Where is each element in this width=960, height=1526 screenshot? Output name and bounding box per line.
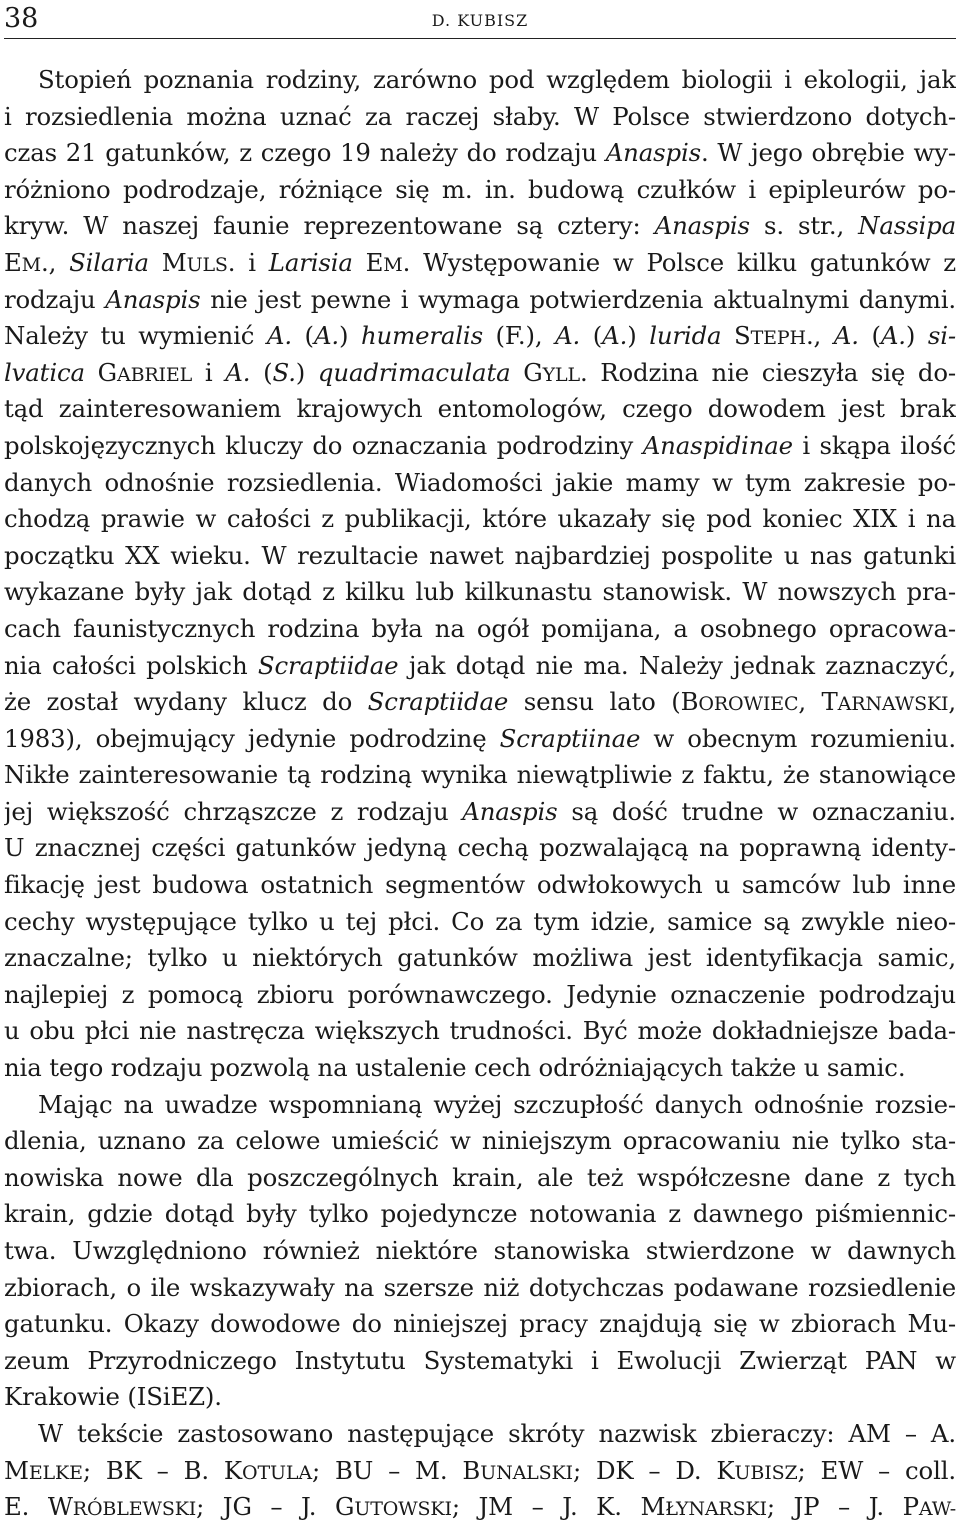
small-caps-text: AW-	[918, 1498, 956, 1521]
text-run: (F.),	[482, 321, 556, 351]
small-caps-text: YLL	[542, 363, 580, 386]
text-run: Należy tu wymienić	[4, 321, 267, 351]
text-line	[4, 904, 956, 941]
italic-text: S.	[272, 357, 296, 387]
text-line	[4, 318, 956, 355]
text-line	[4, 1270, 956, 1307]
small-caps-text: RÓBLEWSKI	[72, 1498, 197, 1521]
text-run: różniono podrodzaje, różniące się m. in. budową czułków i epipleurów po-	[4, 174, 956, 204]
text-run: ; BU – M. B	[311, 1455, 481, 1485]
italic-text: A.	[602, 321, 628, 351]
text-run: G	[84, 357, 117, 387]
text-run: krain, gdzie dotąd były tylko pojedyncze notowania z dawnego piśmiennic-	[4, 1199, 956, 1229]
italic-text: Anaspis	[605, 138, 701, 168]
text-line	[4, 867, 956, 904]
text-run: s. str.,	[749, 211, 859, 241]
text-run: W tekście zastosowano następujące skróty nazwisk zbieraczy: AM – A.	[38, 1418, 956, 1448]
italic-text: A.	[313, 321, 340, 351]
text-line	[4, 1343, 956, 1380]
text-line	[4, 428, 956, 465]
text-line	[4, 391, 956, 428]
italic-text: quadrimaculata	[317, 357, 511, 387]
text-line	[4, 574, 956, 611]
text-run: , T	[798, 687, 838, 717]
text-run: (	[250, 357, 273, 387]
text-run: są dość trudne w oznaczaniu.	[557, 796, 956, 826]
text-run: (	[858, 321, 881, 351]
text-run: danych odnośnie rozsiedlenia. Wiadomości jakie mamy w tym zakresie po-	[4, 467, 956, 497]
italic-text: A.	[225, 357, 251, 387]
text-line	[4, 648, 956, 685]
italic-text: A.	[266, 321, 292, 351]
text-run: E	[4, 247, 22, 277]
italic-text: A.	[555, 321, 581, 351]
body-text	[4, 62, 956, 1526]
small-caps-text: ŁYNARSKI	[665, 1498, 767, 1521]
text-line	[4, 940, 956, 977]
text-run: . W jego obrębie wy-	[700, 138, 956, 168]
text-run: )	[627, 321, 650, 351]
text-run: )	[295, 357, 318, 387]
text-line	[4, 501, 956, 538]
text-run: nie jest pewne i wymaga potwierdzenia aktualnymi danymi.	[200, 284, 956, 314]
small-caps-text: UBISZ	[734, 1461, 798, 1484]
text-line	[4, 1087, 956, 1124]
text-run: U znacznej części gatunków jedyną cechą pozwalającą na poprawną identy-	[4, 833, 956, 863]
text-line	[4, 1160, 956, 1197]
small-caps-text: OROWIEC	[698, 693, 799, 716]
text-run: ; BK – B. K	[82, 1455, 243, 1485]
text-line	[4, 62, 956, 99]
small-caps-text: TEPH	[750, 327, 806, 350]
italic-text: Silaria	[69, 247, 149, 277]
text-run: początku XX wieku. W rezultacie nawet najbardziej pospolite u nas gatunki	[4, 540, 956, 570]
text-run: zbiorach, o ile wskazywały na szersze niż dotychczas podawane rozsiedlenie	[4, 1272, 956, 1302]
text-run: (	[291, 321, 314, 351]
text-line	[4, 282, 956, 319]
text-line	[4, 355, 956, 392]
text-run: cach faunistycznych rodzina była na ogół pomijana, a osobnego opracowa-	[4, 613, 956, 643]
text-line	[4, 830, 956, 867]
text-run: ; DK – D. K	[572, 1455, 735, 1485]
text-run: Stopień poznania rodziny, zarówno pod względem biologii i ekologii, jak	[38, 65, 956, 94]
text-run: .,	[40, 247, 70, 277]
text-run: twa. Uwzględniono również niektóre stanowiska stwierdzone w dawnych	[4, 1236, 956, 1265]
text-run: ; JG – J. G	[196, 1492, 355, 1522]
text-run: znaczalne; tylko u niektórych gatunków możliwa jest identyfikacja samic,	[4, 943, 956, 973]
text-line	[4, 1416, 956, 1453]
text-line	[4, 1453, 956, 1490]
text-run: w obecnym rozumieniu.	[640, 723, 956, 753]
text-line	[4, 1233, 956, 1270]
italic-text: humeralis	[361, 321, 483, 351]
text-run: jej większość chrząszcze z rodzaju	[4, 796, 463, 826]
small-caps-text: ELKE	[28, 1461, 83, 1484]
italic-text: Anaspis	[654, 211, 750, 241]
text-run: Krakowie (ISiEZ).	[4, 1382, 222, 1412]
text-line	[4, 794, 956, 831]
text-run: nowiska nowe dla poszczególnych krain, ale też współczesne dane z tych	[4, 1162, 956, 1192]
text-run: E. W	[4, 1492, 73, 1522]
text-line	[4, 1306, 956, 1343]
text-run: G	[510, 357, 543, 387]
text-line	[4, 538, 956, 575]
text-run: ; JM – J. K. M	[451, 1492, 666, 1522]
small-caps-text: ARNAWSKI	[837, 693, 949, 716]
small-caps-text: M	[383, 253, 403, 276]
small-caps-text: ULS	[186, 253, 228, 276]
text-run: kryw. W naszej faunie reprezentowane są cztery:	[4, 211, 655, 241]
small-caps-text: UTOWSKI	[354, 1498, 452, 1521]
page-header	[4, 4, 956, 39]
text-line	[4, 1196, 956, 1233]
text-run: i skąpa ilość	[792, 430, 956, 460]
text-run: nia całości polskich	[4, 650, 258, 680]
small-caps-text: UNALSKI	[480, 1461, 573, 1484]
text-run: fikację jest budowa ostatnich segmentów odwłokowych u samców lub inne	[4, 870, 956, 900]
text-line	[4, 99, 956, 136]
text-run: 1983), obejmujący jedynie podrodzinę	[4, 723, 500, 753]
text-run: gatunku. Okazy dowodowe do niniejszej pracy znajdują się w zbiorach Mu-	[4, 1309, 956, 1339]
text-line	[4, 1489, 956, 1526]
text-run: Nikłe zainteresowanie tą rodziną wynika niewątpliwie z faktu, że stanowiące	[4, 760, 956, 790]
text-run: u obu płci nie nastręcza większych trudności. Być może dokładniejsze bada-	[4, 1016, 956, 1046]
text-line	[4, 611, 956, 648]
italic-text: Anaspidinae	[642, 430, 793, 460]
text-run: nia tego rodzaju pozwolą na ustalenie cech odróżniających także u samic.	[4, 1053, 906, 1083]
text-run: .,	[805, 321, 834, 351]
text-run: rodzaju	[4, 284, 106, 314]
italic-text: si-	[927, 321, 956, 351]
text-run: chodzą prawie w całości z publikacji, które ukazały się pod koniec XIX i na	[4, 504, 956, 534]
italic-text: Larisia	[268, 247, 353, 277]
text-run: czas 21 gatunków, z czego 19 należy do rodzaju	[4, 138, 606, 168]
text-line	[4, 1013, 956, 1050]
text-run: M	[4, 1455, 29, 1485]
text-run: że został wydany klucz do	[4, 687, 368, 717]
italic-text: A.	[880, 321, 906, 351]
text-run: cechy występujące tylko u tej płci. Co za tym idzie, samice są zwykle nieo-	[4, 906, 956, 936]
text-run: . i	[227, 247, 269, 277]
italic-text: lurida	[649, 321, 722, 351]
text-run: )	[905, 321, 928, 351]
italic-text: Anaspis	[462, 796, 558, 826]
italic-text: lvatica	[4, 357, 85, 387]
italic-text: Anaspis	[105, 284, 201, 314]
text-line	[4, 245, 956, 282]
italic-text: Scraptiidae	[367, 687, 509, 717]
text-run: sensu lato (B	[508, 687, 699, 717]
text-line	[4, 1379, 956, 1416]
italic-text: Scraptiinae	[499, 723, 641, 753]
text-line	[4, 684, 956, 721]
italic-text: Nassipa	[858, 211, 956, 241]
text-line	[4, 977, 956, 1014]
text-run: M	[148, 247, 187, 277]
text-line	[4, 465, 956, 502]
text-run: tąd zainteresowaniem krajowych entomologów, czego dowodem jest brak	[4, 394, 956, 424]
text-line	[4, 208, 956, 245]
italic-text: A.	[833, 321, 859, 351]
text-run: . Występowanie w Polsce kilku gatunków z	[402, 247, 956, 277]
small-caps-text: OTULA	[242, 1461, 312, 1484]
text-run: jak dotąd nie ma. Należy jednak zaznaczyć,	[398, 650, 956, 680]
text-run: S	[721, 321, 751, 351]
text-run: zeum Przyrodniczego Instytutu Systematyki i Ewolucji Zwierząt PAN w	[4, 1345, 956, 1375]
text-line	[4, 721, 956, 758]
text-line	[4, 757, 956, 794]
text-line	[4, 135, 956, 172]
text-run: Mając na uwadze wspomnianą wyżej szczupłość danych odnośnie rozsie-	[38, 1089, 956, 1119]
text-run: dlenia, uznano za celowe umieścić w niniejszym opracowaniu nie tylko sta-	[4, 1126, 956, 1156]
text-run: i rozsiedlenia można uznać za raczej słaby. W Polsce stwierdzono dotych-	[4, 101, 956, 131]
small-caps-text: ABRIEL	[116, 363, 193, 386]
text-run: ; JP – J. P	[766, 1492, 919, 1522]
small-caps-text: M	[21, 253, 41, 276]
text-run: ; EW – coll.	[797, 1455, 956, 1485]
text-run: i	[192, 357, 226, 387]
text-run: . Rodzina nie cieszyła się do-	[579, 357, 956, 387]
text-run: najlepiej z pomocą zbioru porównawczego. Jedynie oznaczenie podrodzaju	[4, 979, 956, 1009]
page-number: 38	[4, 3, 39, 34]
text-run: )	[339, 321, 361, 351]
text-line	[4, 1123, 956, 1160]
text-run: ,	[948, 687, 956, 717]
text-line	[4, 1050, 956, 1087]
text-line	[4, 172, 956, 209]
italic-text: Scraptiidae	[257, 650, 399, 680]
text-run: polskojęzycznych kluczy do oznaczania podrodziny	[4, 430, 643, 460]
text-run: (	[580, 321, 603, 351]
text-run: E	[352, 247, 384, 277]
running-head: D. KUBISZ	[431, 11, 529, 30]
text-run: wykazane były jak dotąd z kilku lub kilkunastu stanowisk. W nowszych pra-	[4, 577, 956, 607]
